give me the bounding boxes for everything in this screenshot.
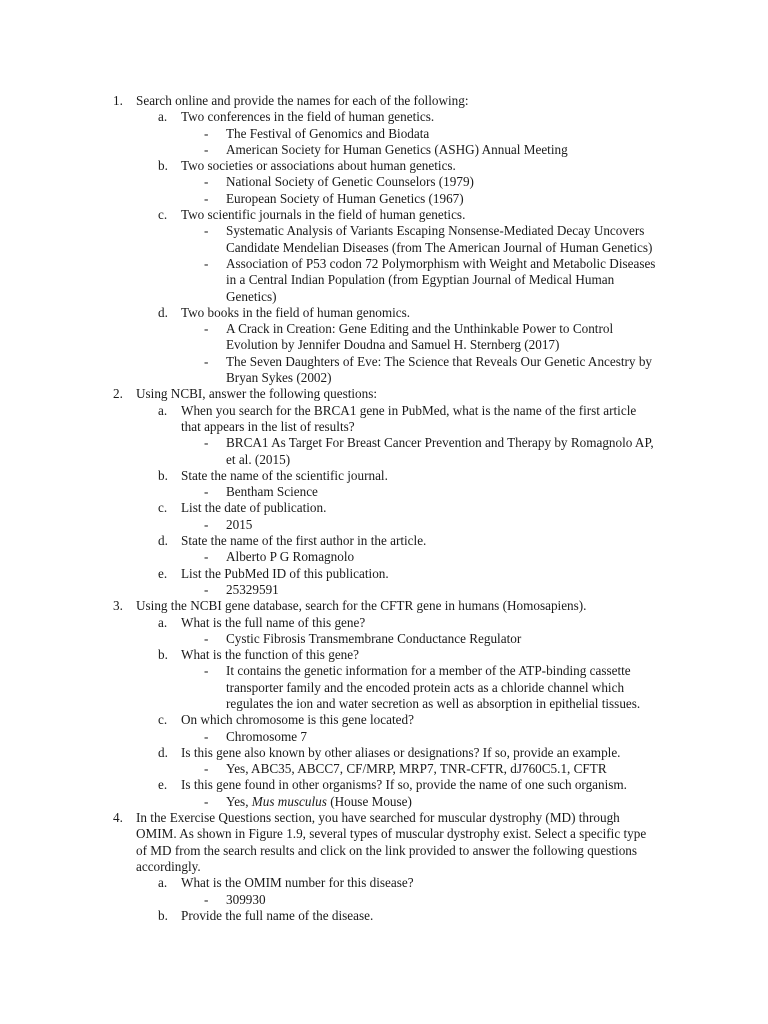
answer-text <box>226 794 412 810</box>
answer-text: American Society for Human Genetics (ASHG) Annual Meeting <box>226 141 568 157</box>
subquestion-letter: d. <box>158 744 168 760</box>
answer-item <box>0 549 768 565</box>
question-number: 4. <box>113 810 123 826</box>
question-text: of MD from the search results and click on the link provided to answer the following questions <box>136 842 638 858</box>
answer-text: 25329591 <box>226 581 279 597</box>
dash-bullet: - <box>204 728 209 744</box>
question-text: OMIM. As shown in Figure 1.9, several types of muscular dystrophy exist. Select a specific type <box>136 826 647 842</box>
answer-item <box>0 191 768 207</box>
subquestion-letter: e. <box>158 777 168 793</box>
dash-bullet: - <box>204 223 209 239</box>
answer-item <box>0 321 768 337</box>
species-name: Mus musculus <box>251 793 327 809</box>
subquestion-2b <box>0 468 768 484</box>
dash-bullet: - <box>204 630 209 646</box>
question-text: accordingly. <box>136 858 201 874</box>
subquestion-text: List the PubMed ID of this publication. <box>181 565 389 581</box>
answer-item <box>0 174 768 190</box>
answer-suffix: (House Mouse) <box>326 793 412 809</box>
subquestion-letter: d. <box>158 304 168 320</box>
subquestion-4b <box>0 908 768 924</box>
subquestion-2d <box>0 533 768 549</box>
question-number: 1. <box>113 93 123 108</box>
subquestion-3c <box>0 712 768 728</box>
dash-bullet: - <box>204 581 209 597</box>
subquestion-continuation <box>0 419 768 435</box>
subquestion-1d <box>0 305 768 321</box>
answer-item <box>0 256 768 272</box>
answer-text: It contains the genetic information for a member of the ATP-binding cassette <box>226 663 631 679</box>
answer-text: BRCA1 As Target For Breast Cancer Prevention and Therapy by Romagnolo AP, <box>226 435 654 451</box>
answer-item <box>0 484 768 500</box>
subquestion-letter: b. <box>158 158 168 174</box>
answer-continuation <box>0 370 768 386</box>
answer-item <box>0 354 768 370</box>
answer-item <box>0 729 768 745</box>
answer-text: The Festival of Genomics and Biodata <box>226 125 430 141</box>
answer-prefix: Yes, <box>226 793 252 809</box>
subquestion-text: Is this gene found in other organisms? If so, provide the name of one such organism. <box>181 777 627 793</box>
subquestion-2e <box>0 566 768 582</box>
answer-continuation <box>0 696 768 712</box>
answer-item <box>0 892 768 908</box>
answer-text: Evolution by Jennifer Doudna and Samuel H. Sternberg (2017) <box>226 337 560 353</box>
answer-item <box>0 631 768 647</box>
subquestion-2a <box>0 403 768 419</box>
dash-bullet: - <box>204 761 209 777</box>
dash-bullet: - <box>204 141 209 157</box>
subquestion-letter: b. <box>158 907 168 923</box>
answer-text: Chromosome 7 <box>226 728 307 744</box>
answer-item <box>0 223 768 239</box>
answer-text: Alberto P G Romagnolo <box>226 549 355 565</box>
question-3 <box>0 598 768 614</box>
answer-item <box>0 126 768 142</box>
answer-text: transporter family and the encoded protein acts as a chloride channel which <box>226 679 625 695</box>
question-2 <box>0 386 768 402</box>
subquestion-text: State the name of the first author in the article. <box>181 533 427 549</box>
subquestion-letter: c. <box>158 207 168 223</box>
answer-continuation <box>0 680 768 696</box>
answer-text: et al. (2015) <box>226 451 291 467</box>
subquestion-letter: b. <box>158 467 168 483</box>
subquestion-letter: c. <box>158 500 168 516</box>
subquestion-2c <box>0 500 768 516</box>
subquestion-text: Is this gene also known by other aliases or designations? If so, provide an example. <box>181 744 621 760</box>
answer-text: Systematic Analysis of Variants Escaping Nonsense-Mediated Decay Uncovers <box>226 223 645 239</box>
dash-bullet: - <box>204 663 209 679</box>
dash-bullet: - <box>204 174 209 190</box>
question-number: 3. <box>113 598 123 614</box>
question-text: Using the NCBI gene database, search for the CFTR gene in humans (Homosapiens). <box>136 598 587 614</box>
answer-continuation <box>0 272 768 288</box>
subquestion-3e <box>0 777 768 793</box>
subquestion-letter: a. <box>158 109 168 125</box>
subquestion-4a <box>0 875 768 891</box>
answer-text: European Society of Human Genetics (1967) <box>226 190 464 206</box>
question-number: 2. <box>113 386 123 402</box>
answer-item <box>0 761 768 777</box>
question-continuation <box>0 843 768 859</box>
dash-bullet: - <box>204 891 209 907</box>
question-text: Search online and provide the names for each of the following: <box>136 93 469 108</box>
subquestion-text: What is the full name of this gene? <box>181 614 366 630</box>
subquestion-text: Provide the full name of the disease. <box>181 907 374 923</box>
question-continuation <box>0 826 768 842</box>
subquestion-3b <box>0 647 768 663</box>
answer-text: Genetics) <box>226 288 277 304</box>
subquestion-3d <box>0 745 768 761</box>
answer-text: Bryan Sykes (2002) <box>226 370 332 386</box>
subquestion-text: What is the function of this gene? <box>181 647 359 663</box>
answer-text: Cystic Fibrosis Transmembrane Conductance Regulator <box>226 630 522 646</box>
answer-continuation <box>0 337 768 353</box>
answer-continuation <box>0 240 768 256</box>
subquestion-text: that appears in the list of results? <box>181 418 355 434</box>
subquestion-text: Two societies or associations about human genetics. <box>181 158 456 174</box>
answer-text: National Society of Genetic Counselors (1979) <box>226 174 474 190</box>
subquestion-text: Two conferences in the field of human genetics. <box>181 109 435 125</box>
dash-bullet: - <box>204 435 209 451</box>
answer-text: 2015 <box>226 516 253 532</box>
subquestion-1a <box>0 109 768 125</box>
answer-continuation <box>0 289 768 305</box>
dash-bullet: - <box>204 353 209 369</box>
subquestion-letter: b. <box>158 647 168 663</box>
subquestion-3a <box>0 615 768 631</box>
answer-continuation <box>0 452 768 468</box>
subquestion-text: On which chromosome is this gene located? <box>181 712 414 728</box>
subquestion-1b <box>0 158 768 174</box>
answer-item <box>0 517 768 533</box>
answer-text: 309930 <box>226 891 266 907</box>
question-continuation <box>0 859 768 875</box>
subquestion-text: What is the OMIM number for this disease? <box>181 875 414 891</box>
subquestion-letter: a. <box>158 402 168 418</box>
subquestion-letter: d. <box>158 533 168 549</box>
dash-bullet: - <box>204 549 209 565</box>
answer-text: regulates the ion and water secretion as well as absorption in epithelial tissues. <box>226 695 641 711</box>
subquestion-letter: c. <box>158 712 168 728</box>
subquestion-1c <box>0 207 768 223</box>
answer-item <box>0 794 768 810</box>
answer-item <box>0 142 768 158</box>
question-4 <box>0 810 768 826</box>
subquestion-text: When you search for the BRCA1 gene in PubMed, what is the name of the first article <box>181 402 637 418</box>
subquestion-letter: e. <box>158 565 168 581</box>
subquestion-letter: a. <box>158 614 168 630</box>
answer-text: A Crack in Creation: Gene Editing and the Unthinkable Power to Control <box>226 321 614 337</box>
answer-text: The Seven Daughters of Eve: The Science that Reveals Our Genetic Ancestry by <box>226 353 653 369</box>
dash-bullet: - <box>204 255 209 271</box>
dash-bullet: - <box>204 321 209 337</box>
document-page <box>0 93 768 924</box>
dash-bullet: - <box>204 484 209 500</box>
dash-bullet: - <box>204 516 209 532</box>
question-text: Using NCBI, answer the following questions: <box>136 386 378 402</box>
question-1 <box>0 93 768 109</box>
subquestion-text: List the date of publication. <box>181 500 327 516</box>
answer-text: Yes, ABC35, ABCC7, CF/MRP, MRP7, TNR-CFTR, dJ760C5.1, CFTR <box>226 761 607 777</box>
dash-bullet: - <box>204 793 209 809</box>
subquestion-text: Two scientific journals in the field of human genetics. <box>181 207 466 223</box>
answer-text: Candidate Mendelian Diseases (from The American Journal of Human Genetics) <box>226 239 653 255</box>
answer-item <box>0 435 768 451</box>
subquestion-text: State the name of the scientific journal. <box>181 467 388 483</box>
subquestion-text: Two books in the field of human genomics. <box>181 304 411 320</box>
answer-item <box>0 582 768 598</box>
answer-text: Association of P53 codon 72 Polymorphism with Weight and Metabolic Diseases <box>226 255 656 271</box>
dash-bullet: - <box>204 125 209 141</box>
answer-text: in a Central Indian Population (from Egyptian Journal of Medical Human <box>226 272 615 288</box>
dash-bullet: - <box>204 190 209 206</box>
question-text: In the Exercise Questions section, you have searched for muscular dystrophy (MD) through <box>136 810 620 826</box>
answer-item <box>0 663 768 679</box>
answer-text: Bentham Science <box>226 484 318 500</box>
subquestion-letter: a. <box>158 875 168 891</box>
